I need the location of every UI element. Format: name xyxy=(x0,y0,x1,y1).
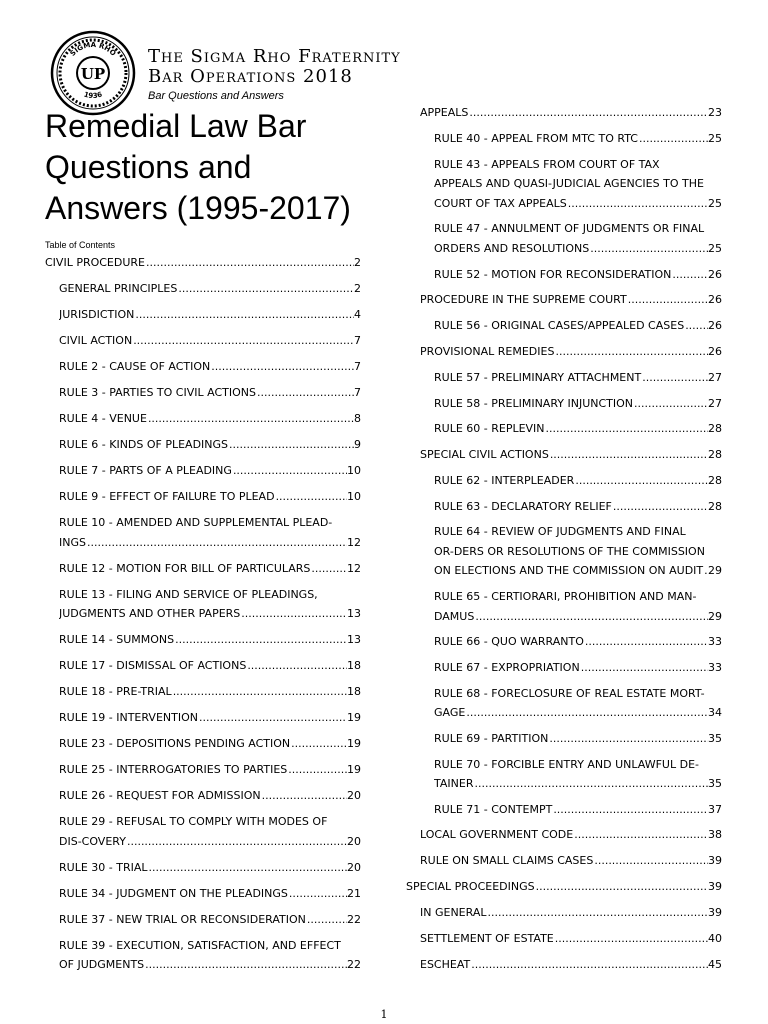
toc-entry-title: RULE 14 - SUMMONS ..... xyxy=(59,630,347,650)
toc-entry-title: RULE 7 - PARTS OF A PLEADING ..... xyxy=(59,461,347,481)
toc-entry-page: 20 xyxy=(347,834,361,848)
toc-entry[interactable] xyxy=(406,129,722,149)
toc-entry-title: RULE 2 - CAUSE OF ACTION ..... xyxy=(59,357,354,377)
toc-entry[interactable] xyxy=(406,265,722,285)
toc-entry-page: 35 xyxy=(708,777,722,790)
toc-entry[interactable] xyxy=(406,497,722,517)
toc-entry[interactable] xyxy=(406,394,722,414)
toc-entry[interactable] xyxy=(406,368,722,388)
toc-entry-title: RULE 23 - DEPOSITIONS PENDING ACTION ..... xyxy=(59,734,347,754)
toc-entry-title: JURISDICTION ..... xyxy=(59,305,354,325)
toc-entry-page: 39 xyxy=(708,880,722,894)
seal-top-text: SIGMA RHO xyxy=(68,40,118,58)
toc-entry-page: 37 xyxy=(708,802,722,816)
toc-entry-page: 7 xyxy=(354,386,361,399)
toc-entry-title: SPECIAL PROCEEDINGS ..... xyxy=(406,877,708,897)
toc-entry-page: 39 xyxy=(708,906,722,920)
toc-entry-title: RULE 34 - JUDGMENT ON THE PLEADINGS ..... xyxy=(59,884,347,904)
toc-entry-page: 21 xyxy=(347,886,361,900)
fraternity-seal-icon xyxy=(50,30,136,116)
toc-entry-page: 20 xyxy=(347,789,361,802)
toc-entry[interactable] xyxy=(406,445,722,465)
toc-entry[interactable] xyxy=(45,357,361,377)
toc-entry-page: 29 xyxy=(708,609,722,623)
toc-entry-title: RULE 66 - QUO WARRANTO ..... xyxy=(434,632,708,652)
toc-entry-title: RULE 9 - EFFECT OF FAILURE TO PLEAD ..... xyxy=(59,487,347,507)
toc-entry-page: 25 xyxy=(708,196,722,210)
toc-entry-page: 13 xyxy=(347,607,361,620)
toc-entry-title: RULE 17 - DISMISSAL OF ACTIONS ..... xyxy=(59,656,347,676)
toc-entry[interactable] xyxy=(406,342,722,362)
toc-entry-page: 26 xyxy=(708,267,722,281)
toc-entry-page: 2 xyxy=(354,282,361,295)
toc-entry-page: 27 xyxy=(708,370,722,384)
toc-entry-title: APPEALS ..... xyxy=(420,103,708,123)
toc-entry-title: RULE 25 - INTERROGATORIES TO PARTIES ..... xyxy=(59,760,347,780)
toc-entry[interactable] xyxy=(45,936,361,975)
toc-entry-page: 26 xyxy=(708,293,722,307)
toc-entry-page: 12 xyxy=(347,535,361,549)
toc-entry[interactable] xyxy=(45,630,361,650)
toc-entry[interactable] xyxy=(45,910,361,930)
toc-entry-page: 26 xyxy=(708,319,722,333)
toc-entry-title: RULE 47 - ANNULMENT OF JUDGMENTS OR FINAL ORDERS AND RESOLUTIONS ..... xyxy=(434,219,708,258)
toc-entry-page: 22 xyxy=(347,958,361,971)
toc-entry-title: GENERAL PRINCIPLES ..... xyxy=(59,279,354,299)
toc-entry-title: RULE 60 - REPLEVIN ..... xyxy=(434,419,708,439)
seal-bottom-text: 1936 xyxy=(82,90,104,101)
header-subtitle: Bar Questions and Answers xyxy=(148,90,284,102)
toc-entry-page: 39 xyxy=(708,854,722,868)
toc-entry[interactable] xyxy=(406,955,722,975)
seal-center-text: UP xyxy=(80,65,106,83)
toc-entry-title: RULE 65 - CERTIORARI, PROHIBITION AND MAN-DAMUS ..... xyxy=(434,587,708,626)
toc-entry-title: RULE 64 - REVIEW OF JUDGMENTS AND FINAL OR-DERS OR RESOLUTIONS OF THE COMMISSION ON ELECTIONS AND THE COMMISSION ON AUDIT ..... xyxy=(434,522,708,581)
toc-entry-page: 19 xyxy=(347,737,361,750)
toc-entry-title: SPECIAL CIVIL ACTIONS ..... xyxy=(420,445,708,465)
toc-column-right xyxy=(406,103,722,981)
toc-entry[interactable] xyxy=(406,877,722,897)
toc-entry-title: RULE 56 - ORIGINAL CASES/APPEALED CASES ..... xyxy=(434,316,708,336)
toc-entry-title: RULE 43 - APPEALS FROM COURT OF TAX APPEALS AND QUASI-JUDICIAL AGENCIES TO THE COURT OF TAX APPEALS ..... xyxy=(434,155,708,214)
toc-entry-title: RULE 6 - KINDS OF PLEADINGS ..... xyxy=(59,435,354,455)
toc-entry-page: 23 xyxy=(708,106,722,119)
toc-entry-page: 26 xyxy=(708,344,722,358)
toc-entry-page: 10 xyxy=(347,464,361,477)
toc-entry-title: RULE 67 - EXPROPRIATION ..... xyxy=(434,658,708,678)
toc-entry[interactable] xyxy=(406,471,722,491)
toc-entry-page: 2 xyxy=(354,256,361,269)
toc-entry[interactable] xyxy=(45,331,361,351)
toc-entry-title: RULE 13 - FILING AND SERVICE OF PLEADINGS, JUDGMENTS AND OTHER PAPERS ..... xyxy=(59,585,347,624)
toc-entry-page: 27 xyxy=(708,396,722,410)
toc-entry-page: 8 xyxy=(354,412,361,425)
toc-entry-page: 19 xyxy=(347,711,361,724)
toc-entry-title: RULE 58 - PRELIMINARY INJUNCTION ..... xyxy=(434,394,708,414)
toc-entry-title: RULE 19 - INTERVENTION ..... xyxy=(59,708,347,728)
toc-entry-title: RULE 39 - EXECUTION, SATISFACTION, AND EFFECT OF JUDGMENTS ..... xyxy=(59,936,347,975)
toc-entry[interactable] xyxy=(45,253,361,273)
toc-entry[interactable] xyxy=(406,903,722,923)
toc-entry-title: CIVIL PROCEDURE ..... xyxy=(45,253,354,273)
toc-entry[interactable] xyxy=(45,656,361,676)
toc-entry-title: RULE 52 - MOTION FOR RECONSIDERATION ..... xyxy=(434,265,708,285)
toc-entry-title: RULE 63 - DECLARATORY RELIEF ..... xyxy=(434,497,708,517)
toc-entry[interactable] xyxy=(406,755,722,794)
toc-entry-page: 10 xyxy=(347,490,361,503)
toc-entry-page: 9 xyxy=(354,438,361,451)
toc-entry[interactable] xyxy=(406,103,722,123)
toc-entry-title: RULE 57 - PRELIMINARY ATTACHMENT ..... xyxy=(434,368,708,388)
toc-entry[interactable] xyxy=(406,316,722,336)
toc-entry-title: CIVIL ACTION ..... xyxy=(59,331,354,351)
toc-entry-page: 28 xyxy=(708,474,722,487)
toc-entry-page: 7 xyxy=(354,334,361,347)
toc-entry-title: RULE 68 - FORECLOSURE OF REAL ESTATE MORT-GAGE ..... xyxy=(434,684,708,723)
document-title: Remedial Law Bar Questions and Answers (1995-2017) xyxy=(45,108,351,226)
toc-entry[interactable] xyxy=(406,290,722,310)
toc-entry-page: 28 xyxy=(708,422,722,436)
toc-entry[interactable] xyxy=(406,419,722,439)
toc-entry[interactable] xyxy=(406,155,722,214)
toc-entry[interactable] xyxy=(45,513,361,552)
toc-label: Table of Contents xyxy=(45,240,116,250)
toc-entry[interactable] xyxy=(406,658,722,678)
toc-entry[interactable] xyxy=(45,884,361,904)
toc-entry-title: RULE 30 - TRIAL ..... xyxy=(59,858,347,878)
toc-entry[interactable] xyxy=(45,760,361,780)
toc-entry-page: 33 xyxy=(708,635,722,649)
toc-entry[interactable] xyxy=(45,812,361,851)
toc-entry-page: 28 xyxy=(708,499,722,513)
toc-entry-title: RULE 3 - PARTIES TO CIVIL ACTIONS ..... xyxy=(59,383,354,403)
toc-entry[interactable] xyxy=(406,587,722,626)
toc-entry-page: 28 xyxy=(708,448,722,461)
toc-entry[interactable] xyxy=(45,559,361,579)
toc-entry[interactable] xyxy=(45,435,361,455)
toc-entry-title: RULE 18 - PRE-TRIAL ..... xyxy=(59,682,347,702)
toc-entry-page: 19 xyxy=(347,763,361,776)
toc-entry-page: 18 xyxy=(347,685,361,698)
toc-entry-title: RULE 29 - REFUSAL TO COMPLY WITH MODES OF DIS-COVERY ..... xyxy=(59,812,347,851)
toc-entry-page: 45 xyxy=(708,958,722,972)
page-number: 1 xyxy=(380,1008,388,1021)
toc-entry[interactable] xyxy=(406,800,722,820)
toc-entry[interactable] xyxy=(406,851,722,871)
operation-name: Bar Operations 2018 xyxy=(148,66,353,87)
toc-entry[interactable] xyxy=(45,786,361,806)
toc-entry-title: SETTLEMENT OF ESTATE ..... xyxy=(420,929,708,949)
toc-entry-page: 38 xyxy=(708,828,722,842)
toc-entry[interactable] xyxy=(406,825,722,845)
toc-entry[interactable] xyxy=(45,305,361,325)
toc-entry[interactable] xyxy=(45,734,361,754)
toc-entry-page: 13 xyxy=(347,633,361,646)
toc-entry-page: 4 xyxy=(354,308,361,321)
toc-entry-page: 18 xyxy=(347,659,361,672)
toc-entry-title: RULE 71 - CONTEMPT ..... xyxy=(434,800,708,820)
toc-entry-page: 40 xyxy=(708,932,722,946)
toc-entry[interactable] xyxy=(45,279,361,299)
toc-entry-page: 25 xyxy=(708,241,722,255)
toc-entry-page: 7 xyxy=(354,360,361,373)
toc-entry[interactable] xyxy=(45,708,361,728)
toc-entry[interactable] xyxy=(406,684,722,723)
toc-entry[interactable] xyxy=(406,522,722,581)
toc-entry[interactable] xyxy=(45,858,361,878)
svg-text:1936 xyxy=(83,90,103,100)
toc-entry-page: 29 xyxy=(708,564,722,578)
toc-entry-title: PROCEDURE IN THE SUPREME COURT ..... xyxy=(420,290,708,310)
toc-entry-title: RULE 70 - FORCIBLE ENTRY AND UNLAWFUL DE-TAINER ..... xyxy=(434,755,708,794)
toc-entry-title: RULE ON SMALL CLAIMS CASES ..... xyxy=(420,851,708,871)
toc-entry[interactable] xyxy=(45,409,361,429)
toc-entry-title: LOCAL GOVERNMENT CODE ..... xyxy=(420,825,708,845)
toc-entry[interactable] xyxy=(406,632,722,652)
toc-entry-title: RULE 37 - NEW TRIAL OR RECONSIDERATION ..... xyxy=(59,910,347,930)
toc-entry[interactable] xyxy=(406,929,722,949)
toc-entry-page: 34 xyxy=(708,706,722,720)
toc-entry-title: RULE 12 - MOTION FOR BILL OF PARTICULARS ..... xyxy=(59,559,347,579)
toc-entry-title: RULE 4 - VENUE ..... xyxy=(59,409,354,429)
toc-entry-page: 22 xyxy=(347,912,361,926)
toc-entry-title: RULE 10 - AMENDED AND SUPPLEMENTAL PLEAD-INGS ..... xyxy=(59,513,347,552)
toc-entry-page: 35 xyxy=(708,731,722,745)
toc-entry-title: RULE 26 - REQUEST FOR ADMISSION ..... xyxy=(59,786,347,806)
toc-entry[interactable] xyxy=(406,729,722,749)
toc-entry[interactable] xyxy=(45,383,361,403)
toc-entry[interactable] xyxy=(45,585,361,624)
toc-entry-page: 33 xyxy=(708,660,722,674)
toc-entry[interactable] xyxy=(45,487,361,507)
toc-entry-title: ESCHEAT ..... xyxy=(420,955,708,975)
toc-column-left xyxy=(45,253,361,981)
toc-entry-title: RULE 62 - INTERPLEADER ..... xyxy=(434,471,708,491)
toc-entry-page: 12 xyxy=(347,561,361,575)
toc-entry[interactable] xyxy=(406,219,722,258)
toc-entry-page: 25 xyxy=(708,132,722,145)
toc-entry-title: RULE 69 - PARTITION ..... xyxy=(434,729,708,749)
toc-entry-title: PROVISIONAL REMEDIES ..... xyxy=(420,342,708,362)
toc-entry[interactable] xyxy=(45,461,361,481)
toc-entry-title: IN GENERAL ..... xyxy=(420,903,708,923)
toc-entry[interactable] xyxy=(45,682,361,702)
organization-name: The Sigma Rho Fraternity xyxy=(148,46,401,67)
toc-entry-title: RULE 40 - APPEAL FROM MTC TO RTC ..... xyxy=(434,129,708,149)
toc-entry-page: 20 xyxy=(347,860,361,874)
